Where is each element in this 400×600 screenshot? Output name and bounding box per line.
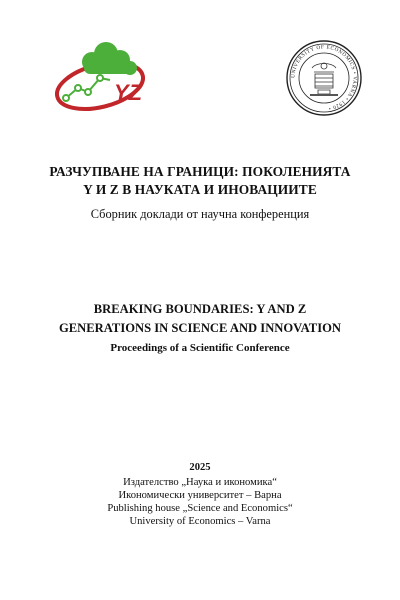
university-seal-logo [284, 38, 364, 118]
title-bg-line-1: РАЗЧУПВАНЕ НА ГРАНИЦИ: ПОКОЛЕНИЯТА [49, 164, 351, 179]
yz-conference-logo [52, 40, 158, 114]
publisher-line-3: Publishing house „Science and Economics“ [107, 503, 293, 514]
publisher-line-2: Икономически университет – Варна [118, 490, 282, 501]
title-en-line-1: BREAKING BOUNDARIES: Y AND Z [93, 302, 307, 316]
publisher-line-4: University of Economics – Varna [129, 516, 271, 527]
cover-title-bulgarian [0, 163, 400, 199]
cover-subtitle-bulgarian: Сборник доклади от научна конференция [90, 207, 310, 221]
publication-year: 2025 [189, 462, 211, 473]
publisher-line-1: Издателство „Наука и икономика“ [123, 477, 277, 488]
logo-yz-text: YZ [114, 80, 143, 105]
title-bg-line-2: Y И Z В НАУКАТА И ИНОВАЦИИТЕ [83, 182, 317, 197]
publisher-info [0, 476, 400, 528]
cover-title-english [0, 300, 400, 338]
title-en-line-2: GENERATIONS IN SCIENCE AND INNOVATION [58, 321, 342, 335]
seal-ring-text: UNIVERSITY OF ECONOMICS • VARNA • 1920 • [290, 44, 358, 112]
cover-subtitle-english: Proceedings of a Scientific Conference [110, 342, 290, 354]
